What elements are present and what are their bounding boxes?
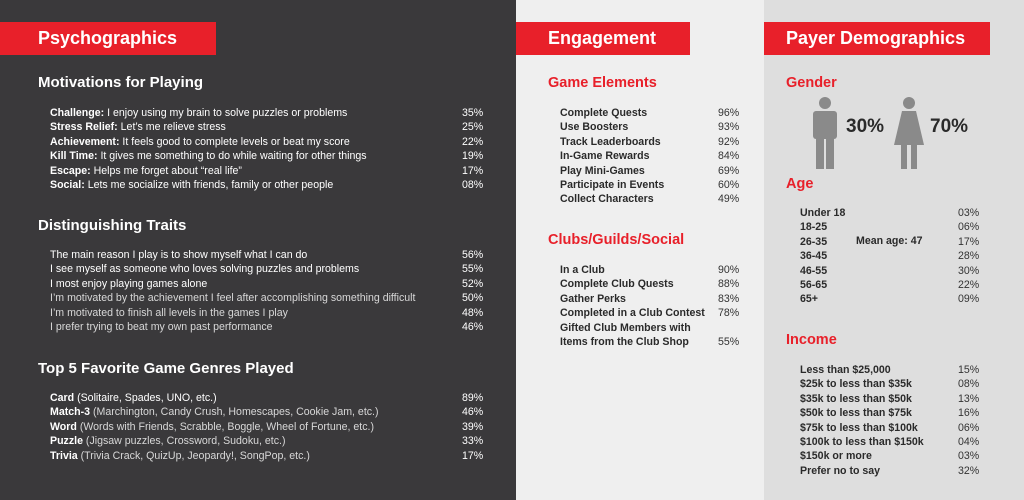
male-person-icon: [810, 97, 840, 169]
male-percent: 30%: [846, 116, 885, 137]
income-row-label: Prefer no to say: [800, 464, 881, 477]
genre-row-value: 17%: [462, 449, 484, 462]
genre-row-value: 89%: [462, 392, 484, 404]
age-row-label: Under 18: [800, 207, 846, 219]
income-row: [800, 363, 980, 377]
age-row: [800, 278, 980, 292]
motivation-row-label: Social:: [50, 178, 85, 191]
game-element-row: [560, 135, 740, 149]
motivation-row-label: Stress Relief:: [50, 121, 118, 134]
game-element-row-value: 96%: [718, 107, 740, 119]
motivation-row-value: 22%: [462, 135, 484, 148]
game-element-row-label: Track Leaderboards: [560, 135, 661, 148]
age-heading: Age: [786, 176, 814, 192]
club-row-value: 83%: [718, 292, 740, 305]
game-element-row-label: Participate in Events: [560, 178, 665, 191]
genre-row-value: 39%: [462, 420, 484, 433]
age-row-value: 03%: [958, 207, 980, 219]
traits-list: [50, 248, 484, 334]
income-row: [800, 449, 980, 463]
age-row: [800, 220, 980, 234]
age-row-value: 30%: [958, 264, 980, 277]
game-element-row-label: Use Boosters: [560, 121, 629, 134]
income-row-label: $75k to less than $100k: [800, 421, 918, 434]
game-element-row: [560, 164, 740, 178]
motivation-row-value: 25%: [462, 121, 484, 134]
motivation-row-text: It feels good to complete levels or beat my score: [119, 135, 350, 148]
genre-row: [50, 449, 484, 463]
age-row-label: 56-65: [800, 278, 828, 291]
income-row: [800, 421, 980, 435]
trait-row-text: I’m motivated by the achievement I feel after accomplishing something difficult: [50, 292, 416, 305]
game-element-row-label: Collect Characters: [560, 193, 654, 206]
clubs-heading: Clubs/Guilds/Social: [548, 232, 685, 248]
trait-row: [50, 262, 484, 276]
game-elements-heading: Game Elements: [548, 75, 657, 91]
motivation-row: [50, 149, 484, 163]
motivation-row: [50, 178, 484, 192]
income-row: [800, 406, 980, 420]
genre-row-value: 46%: [462, 406, 484, 419]
genre-row: [50, 420, 484, 434]
motivation-row-value: 19%: [462, 150, 484, 163]
trait-row-text: I see myself as someone who loves solving puzzles and problems: [50, 263, 360, 276]
trait-row: [50, 248, 484, 262]
mean-age-label: Mean age: 47: [856, 235, 923, 247]
trait-row-text: I prefer trying to beat my own past performance: [50, 320, 273, 333]
income-row-value: 15%: [958, 364, 980, 376]
motivation-row-value: 08%: [462, 178, 484, 191]
age-row: [800, 206, 980, 220]
game-element-row-value: 69%: [718, 164, 740, 177]
genre-row-label: Card: [50, 392, 75, 404]
club-row-label: Complete Club Quests: [560, 278, 674, 291]
game-element-row-value: 93%: [718, 121, 740, 134]
income-row-label: $100k to less than $150k: [800, 435, 924, 448]
age-row: [800, 292, 980, 306]
game-element-row-value: 84%: [718, 150, 740, 163]
age-row-value: 22%: [958, 278, 980, 291]
club-row: [560, 292, 740, 306]
age-row-value: 09%: [958, 293, 980, 306]
income-row-label: Less than $25,000: [800, 364, 891, 376]
motivation-row-value: 35%: [462, 107, 484, 119]
trait-row: [50, 291, 484, 305]
income-row-label: $50k to less than $75k: [800, 407, 912, 420]
club-row-label: Gifted Club Members with: [560, 321, 691, 334]
income-row-label: $150k or more: [800, 450, 872, 463]
income-heading: Income: [786, 332, 837, 348]
age-row-label: 18-25: [800, 221, 828, 234]
club-row: [560, 277, 740, 291]
club-row-value: 90%: [718, 264, 740, 276]
club-row-label: Items from the Club Shop: [560, 335, 689, 348]
motivation-row-label: Achievement:: [50, 135, 120, 148]
motivation-row-text: Let’s me relieve stress: [117, 121, 226, 134]
motivation-row-label: Kill Time:: [50, 150, 98, 163]
psychographics-banner: Psychographics: [0, 22, 216, 55]
female-percent: 70%: [930, 116, 969, 137]
game-element-row: [560, 149, 740, 163]
club-row-value: 55%: [718, 335, 740, 348]
game-element-row-label: Play Mini-Games: [560, 164, 645, 177]
income-row-value: 03%: [958, 450, 980, 463]
game-element-row-value: 49%: [718, 193, 740, 206]
game-element-row-label: In-Game Rewards: [560, 150, 650, 163]
motivations-heading: Motivations for Playing: [38, 74, 204, 91]
trait-row: [50, 320, 484, 334]
age-row-value: 17%: [958, 235, 980, 248]
trait-row-value: 50%: [462, 292, 484, 305]
genre-row: [50, 434, 484, 448]
motivation-row-label: Challenge:: [50, 107, 105, 119]
age-row-value: 06%: [958, 221, 980, 234]
genre-row-value: 33%: [462, 435, 484, 448]
club-row-label: Completed in a Club Contest: [560, 307, 705, 320]
genre-row: [50, 405, 484, 419]
age-row-label: 36-45: [800, 250, 828, 263]
income-row: [800, 377, 980, 391]
genres-list: [50, 391, 484, 463]
genre-row-label: Word: [50, 420, 77, 433]
motivation-row: [50, 135, 484, 149]
motivation-row-label: Escape:: [50, 164, 91, 177]
game-elements-list: [560, 106, 740, 207]
trait-row-text: I’m motivated to finish all levels in the games I play: [50, 306, 288, 319]
age-row-label: 46-55: [800, 264, 828, 277]
genre-row-text: (Solitaire, Spades, UNO, etc.): [74, 392, 217, 404]
motivation-row-text: Helps me forget about “real life”: [90, 164, 242, 177]
club-row-value: 78%: [718, 307, 740, 320]
female-person-icon: [894, 97, 924, 169]
club-row-label: In a Club: [560, 264, 605, 276]
trait-row-text: The main reason I play is to show myself what I can do: [50, 249, 308, 261]
game-element-row-value: 92%: [718, 135, 740, 148]
trait-row-text: I most enjoy playing games alone: [50, 277, 208, 290]
motivation-row-text: I enjoy using my brain to solve puzzles or problems: [104, 107, 348, 119]
income-row: [800, 464, 980, 478]
income-row-value: 08%: [958, 378, 980, 391]
income-row-value: 04%: [958, 435, 980, 448]
game-element-row: [560, 106, 740, 120]
genre-row-label: Trivia: [50, 449, 78, 462]
motivation-row-text: Lets me socialize with friends, family or other people: [84, 178, 334, 191]
trait-row-value: 48%: [462, 306, 484, 319]
club-row: [560, 321, 705, 335]
income-row: [800, 435, 980, 449]
engagement-panel: [516, 0, 764, 500]
income-row: [800, 392, 980, 406]
genre-row-text: (Trivia Crack, QuizUp, Jeopardy!, SongPop, etc.): [77, 449, 310, 462]
game-element-row-label: Complete Quests: [560, 107, 648, 119]
genre-row-label: Puzzle: [50, 435, 83, 448]
gender-heading: Gender: [786, 75, 837, 91]
game-element-row: [560, 120, 740, 134]
club-row-value: 88%: [718, 278, 740, 291]
trait-row-value: 56%: [462, 249, 484, 261]
income-list: [800, 363, 980, 478]
motivation-row: [50, 120, 484, 134]
trait-row: [50, 277, 484, 291]
genre-row: [50, 391, 484, 405]
motivation-row-value: 17%: [462, 164, 484, 177]
age-row-label: 65+: [800, 293, 818, 306]
motivation-row-text: It gives me something to do while waiting for other things: [97, 150, 367, 163]
trait-row: [50, 306, 484, 320]
trait-row-value: 55%: [462, 263, 484, 276]
game-element-row: [560, 178, 740, 192]
motivation-row: [50, 106, 484, 120]
genres-heading: Top 5 Favorite Game Genres Played: [38, 360, 294, 377]
club-row: [560, 335, 740, 349]
motivation-row: [50, 164, 484, 178]
clubs-list: [560, 263, 740, 349]
motivations-list: [50, 106, 484, 192]
engagement-banner: Engagement: [516, 22, 690, 55]
club-row-label: Gather Perks: [560, 292, 626, 305]
genre-row-text: (Jigsaw puzzles, Crossword, Sudoku, etc.): [82, 435, 286, 448]
genre-row-label: Match-3: [50, 406, 91, 419]
trait-row-value: 52%: [462, 277, 484, 290]
payer-banner: Payer Demographics: [764, 22, 990, 55]
traits-heading: Distinguishing Traits: [38, 217, 187, 234]
club-row: [560, 263, 740, 277]
genre-row-text: (Words with Friends, Scrabble, Boggle, Wheel of Fortune, etc.): [76, 420, 375, 433]
game-element-row: [560, 192, 740, 206]
income-row-label: $25k to less than $35k: [800, 378, 912, 391]
income-row-value: 16%: [958, 407, 980, 420]
club-row: [560, 306, 740, 320]
age-row: [800, 249, 980, 263]
age-row: [800, 264, 980, 278]
trait-row-value: 46%: [462, 320, 484, 333]
game-element-row-value: 60%: [718, 178, 740, 191]
age-row-label: 26-35: [800, 235, 828, 248]
income-row-value: 32%: [958, 464, 980, 477]
income-row-label: $35k to less than $50k: [800, 392, 912, 405]
age-row-value: 28%: [958, 250, 980, 263]
income-row-value: 13%: [958, 392, 980, 405]
income-row-value: 06%: [958, 421, 980, 434]
payer-panel: [764, 0, 1024, 500]
genre-row-text: (Marchington, Candy Crush, Homescapes, Cookie Jam, etc.): [90, 406, 379, 419]
